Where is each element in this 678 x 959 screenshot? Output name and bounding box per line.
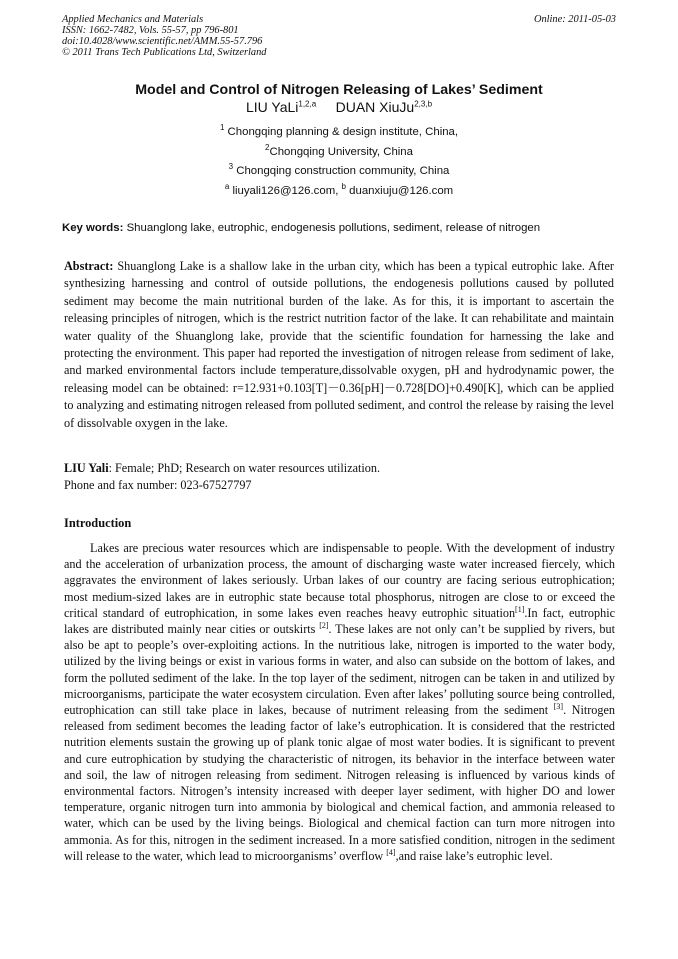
bio-line: [64, 460, 614, 477]
copyright-line: © 2011 Trans Tech Publications Ltd, Switzerland: [62, 47, 267, 58]
abstract-text: Shuanglong Lake is a shallow lake in the urban city, which has been a typical eutrophic lake. After synthesizing harnessing and control of outside pollutions, the endogenesis pollutions caused by polluted sediment may become the main nutritional burden of the lake. As for this, it is important to ascertain the releasing principles of nitrogen, which is the restrict nutrition factor of the lake. It can rehabilitate and maintain water quality of the Shuanglong lake, provide that the scientific foundation for harnessing the lake and protecting the environment. This paper had reported the investigation of nitrogen release from sediment of lake, and marked environmental factors include temperature,dissolvable oxygen, pH and hydrodynamic power, the releasing model can be obtained: r=12.931+0.103[T]－0.36[pH]－0.728[DO]+0.490[K], which can be applied to analyzing and estimating nitrogen released from polluted sediment, and control the release by raising the level of dissolvable oxygen in the lake.: [64, 259, 614, 430]
intro-text-1: Lakes are precious water resources which are indispensable to people. With the development of industry and the acceleration of urbanization process, the amount of discharging waste water increased fiercely, which aggravates the environment of lakes seriously. Urban lakes of our country are facing serious eutrophication; most medium-sized lakes are in eutrophic state because total phosphorus, nitrogen are close to or exceed the critical standard of eutrophication, in some lakes even reaches heavy eutrophic situation: [64, 541, 615, 620]
email-b: duanxiuju@126.com: [345, 185, 454, 197]
intro-text-4: . Nitrogen released from sediment becomes the leading factor of lake’s eutrophication. It is considered that the restricted nutrition elements sustain the growing up of plank tonic algae of most water bodies. It is significant to prevent and cure eutrophication by studying the characteristic of nitrogen, its behavior in the interface between water and soil, the law of nitrogen releasing from sediment. Nitrogen releasing is influenced by various kinds of environmental factors. Nitrogen’s intensity increased with deeper layer sediment, with higher DO and lower temperature, organic nitrogen turn into ammonia by biological and chemical faction, and ammonia released to water, which can be used by the living beings. Biological and chemical faction can turn more nitrogen into ammonia. As for this, nitrogen in the sediment increased. In a more satisfied condition, nitrogen in the sediment will release to the water, which lead to microorganisms’ overflow: [64, 703, 615, 863]
intro-text-3: . These lakes are not only can’t be supplied by rivers, but also be apt to people’s over-exploiting actions. In the nutritious lake, nitrogen is imported to the water body, utilized by the living beings or exist in various forms in water, and also can subside on the bottom of lakes, and form the polluted sediment of the lake. In the top layer of the sediment, nitrogen can be taken in and utilized by microorganisms, participate the water ecosystem circulation. Even after lakes’ polluting source being controlled, eutrophication can still take place in lakes, because of nutriment releasing from the sediment: [64, 622, 615, 718]
introduction-heading: Introduction: [64, 516, 132, 530]
citation-2: [2]: [319, 620, 329, 630]
affiliation-3-mark: 3: [228, 162, 234, 172]
author-line: [0, 99, 678, 115]
affiliation-1-text: Chongqing planning & design institute, China,: [224, 126, 459, 138]
affiliation-1-mark: 1: [219, 123, 225, 133]
affiliation-2: [0, 143, 678, 158]
keywords-text: Shuanglong lake, eutrophic, endogenesis pollutions, sediment, release of nitrogen: [123, 222, 541, 234]
introduction-paragraph: [64, 540, 615, 864]
bio-text: : Female; PhD; Research on water resources utilization.: [108, 461, 381, 475]
keywords: [62, 222, 622, 234]
intro-text-5: ,and raise lake’s eutrophic level.: [395, 848, 553, 863]
paper-title: Model and Control of Nitrogen Releasing of Lakes’ Sediment: [135, 82, 543, 98]
affiliation-3: [0, 162, 678, 177]
phone-line: Phone and fax number: 023-67527797: [64, 478, 252, 492]
affiliation-1: [0, 123, 678, 138]
affiliation-3-text: Chongqing construction community, China: [233, 165, 450, 177]
author-1-affil: 1,2,a: [298, 99, 317, 109]
bio-name: LIU Yali: [64, 461, 109, 475]
email-a: liuyali126@126.com,: [229, 185, 342, 197]
journal-name: Applied Mechanics and Materials: [62, 14, 204, 25]
citation-4: [4]: [386, 847, 396, 857]
citation-3: [3]: [553, 701, 564, 711]
abstract-label: Abstract:: [64, 259, 114, 273]
email-b-mark: b: [341, 182, 346, 192]
affiliation-2-text: Chongqing University, China: [269, 146, 413, 158]
intro-text-2: .In fact, eutrophic lakes are distributed mainly near cities or outskirts: [64, 605, 615, 637]
online-date: Online: 2011-05-03: [533, 14, 616, 25]
affiliation-2-mark: 2: [265, 143, 270, 153]
abstract: [64, 258, 614, 432]
issn-line: ISSN: 1662-7482, Vols. 55-57, pp 796-801: [62, 25, 239, 36]
author-1-name: LIU YaLi: [245, 99, 299, 115]
email-a-mark: a: [224, 182, 230, 192]
email-line: [0, 182, 678, 197]
doi-line: doi:10.4028/www.scientific.net/AMM.55-57.796: [62, 36, 263, 47]
citation-1: [1]: [515, 604, 525, 614]
author-bio: [64, 460, 614, 494]
journal-header: [62, 14, 616, 58]
author-2-name: DUAN XiuJu: [335, 99, 415, 115]
keywords-label: Key words:: [62, 222, 124, 234]
author-2-affil: 2,3,b: [414, 99, 433, 109]
